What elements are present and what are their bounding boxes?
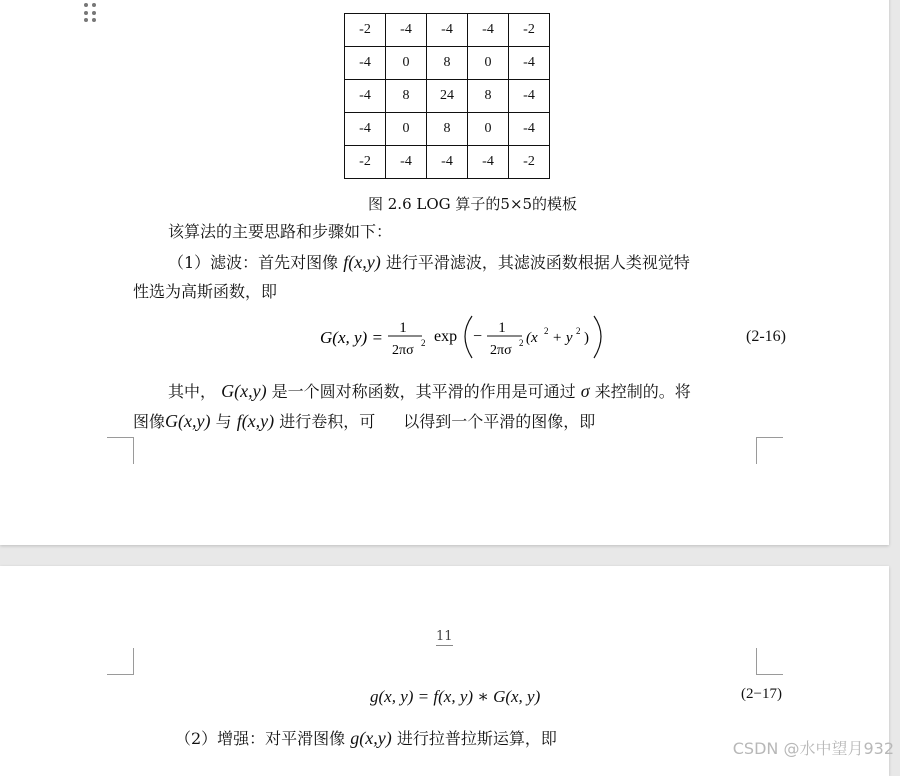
svg-text:1: 1 <box>399 320 407 336</box>
table-cell: -2 <box>345 14 386 47</box>
table-cell: 8 <box>427 47 468 80</box>
equation-2-16 <box>310 310 620 370</box>
crop-mark-bottom-right <box>756 437 783 464</box>
svg-text:): ) <box>584 330 589 346</box>
svg-text:2: 2 <box>544 326 549 336</box>
equation-2-17: g(x, y) = f(x, y) ∗ G(x, y) <box>370 687 541 706</box>
table-cell: 0 <box>386 113 427 146</box>
table-cell: 24 <box>427 80 468 113</box>
watermark: CSDN @水中望月932 <box>732 739 894 758</box>
step2-line: （2）增强：对平滑图像 g(x,y) 进行拉普拉斯运算，即 <box>175 728 557 748</box>
crop-mark-bottom-left <box>107 437 134 464</box>
table-cell: -4 <box>468 146 509 179</box>
table-cell: -4 <box>509 47 550 80</box>
table-cell: -2 <box>509 14 550 47</box>
table-cell: -4 <box>345 47 386 80</box>
table-cell: -4 <box>509 80 550 113</box>
table-cell: -2 <box>345 146 386 179</box>
table-cell: -4 <box>427 14 468 47</box>
table-cell: -2 <box>509 146 550 179</box>
svg-text:+ y: + y <box>552 330 573 346</box>
table-cell: -4 <box>386 14 427 47</box>
table-cell: -4 <box>468 14 509 47</box>
math-G-xy-2: G(x,y) <box>165 411 211 431</box>
table-cell: 8 <box>468 80 509 113</box>
svg-text:2: 2 <box>421 338 426 348</box>
crop-mark-top-right <box>756 648 783 675</box>
table-cell: 0 <box>468 47 509 80</box>
table-cell: -4 <box>386 146 427 179</box>
svg-text:exp: exp <box>434 328 458 345</box>
table-cell: 8 <box>427 113 468 146</box>
intro-line: 该算法的主要思路和步骤如下： <box>168 222 393 241</box>
table-cell: 8 <box>386 80 427 113</box>
svg-text:2: 2 <box>576 326 581 336</box>
math-sigma: σ <box>580 381 590 401</box>
table-row <box>345 80 550 113</box>
paragraph-line2: 图像G(x,y) 与 f(x,y) 进行卷积，可 以得到一个平滑的图像，即 <box>133 411 596 431</box>
svg-text:G(x, y) =: G(x, y) = <box>320 328 383 347</box>
table-row <box>345 146 550 179</box>
math-G-xy: G(x,y) <box>221 381 267 401</box>
step1-line1: （1）滤波：首先对图像 f(x,y) 进行平滑滤波，其滤波函数根据人类视觉特 <box>168 252 690 272</box>
equation-number-2-17: (2−17) <box>741 686 782 702</box>
svg-text:2πσ: 2πσ <box>490 343 512 358</box>
math-g-xy: g(x,y) <box>350 728 392 748</box>
table-row <box>345 47 550 80</box>
table-cell: -4 <box>345 113 386 146</box>
crop-mark-top-left <box>107 648 134 675</box>
step1-line2: 性选为高斯函数，即 <box>133 282 278 301</box>
drag-handle-icon[interactable] <box>84 3 96 23</box>
table-cell: -4 <box>509 113 550 146</box>
table-cell: 0 <box>386 47 427 80</box>
paragraph-line1: 其中， G(x,y) 是一个圆对称函数，其平滑的作用是可通过 σ 来控制的。将 <box>168 381 691 401</box>
log-template-table <box>344 13 550 179</box>
table-cell: 0 <box>468 113 509 146</box>
svg-text:(x: (x <box>526 330 538 346</box>
equation-number-2-16: (2-16) <box>746 328 786 345</box>
svg-text:2: 2 <box>519 338 524 348</box>
table-row <box>345 14 550 47</box>
math-f-xy: f(x,y) <box>343 252 381 272</box>
svg-text:1: 1 <box>498 320 506 336</box>
svg-text:2πσ: 2πσ <box>392 343 414 358</box>
table-cell: -4 <box>427 146 468 179</box>
svg-text:−: − <box>473 328 483 345</box>
math-f-xy-2: f(x,y) <box>236 411 275 431</box>
table-cell: -4 <box>345 80 386 113</box>
page-number: 11 <box>436 629 453 644</box>
figure-caption: 图 2.6 LOG 算子的5×5的模板 <box>368 195 578 213</box>
table-row <box>345 113 550 146</box>
